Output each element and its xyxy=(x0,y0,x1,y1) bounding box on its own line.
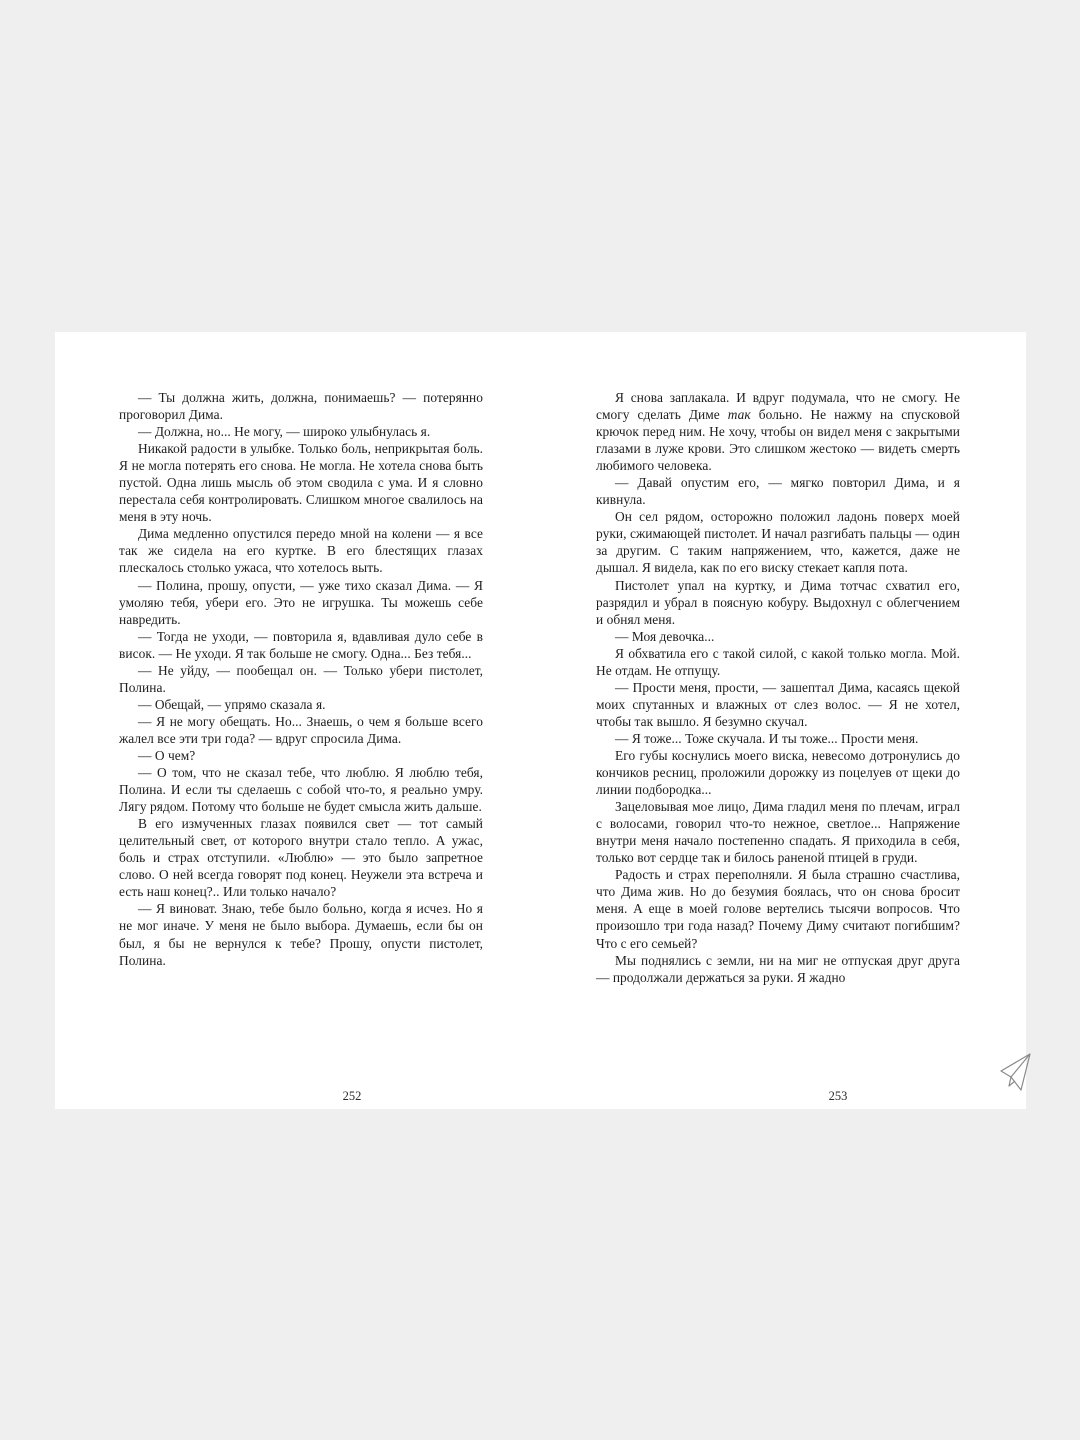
paragraph: — Тогда не уходи, — повторила я, вдавливая дуло себе в висок. — Не уходи. Я так больше не смогу. Одна... Без тебя... xyxy=(119,628,483,661)
right-page-text xyxy=(596,389,960,986)
paragraph: — О том, что не сказал тебе, что люблю. Я люблю тебя, Полина. И если ты сделаешь с собой что-то, я реально умру. Лягу рядом. Потому что больше не будет смысла жить дальше. xyxy=(119,765,483,815)
paragraph: — Полина, прошу, опусти, — уже тихо сказал Дима. — Я умоляю тебя, убери его. Это не игрушка. Ты можешь себе навредить. xyxy=(119,577,483,627)
paragraph: — Не уйду, — пообещал он. — Только убери пистолет, Полина. xyxy=(119,662,483,695)
page-number-right: 253 xyxy=(828,1089,848,1103)
book-spread xyxy=(55,332,1026,1109)
emphasis-text: так xyxy=(727,407,751,423)
paragraph: Он сел рядом, осторожно положил ладонь поверх моей руки, сжимающей пистолет. И начал разгибать пальцы — один за другим. С таким напряжением, что, кажется, даже не дышал. Я видела, как по его виску стекает капля пота. xyxy=(596,509,960,576)
paragraph: Никакой радости в улыбке. Только боль, неприкрытая боль. Я не могла потерять его снова. Не могла. Не хотела снова быть пустой. Одна лишь мысль об этом сводила с ума. И я словно перестала себя контролировать. Слишком многое свалилось на меня в эту ночь. xyxy=(119,441,483,525)
paragraph: — Я не могу обещать. Но... Знаешь, о чем я больше всего жалел все эти три года? — вдруг спросила Дима. xyxy=(119,713,483,746)
paragraph: Пистолет упал на куртку, и Дима тотчас схватил его, разрядил и убрал в поясную кобуру. Выдохнул с облегчением и обнял меня. xyxy=(596,577,960,627)
left-page-text xyxy=(119,389,483,969)
paragraph: — Должна, но... Не могу, — широко улыбнулась я. xyxy=(138,424,431,440)
paragraph: — О чем? xyxy=(138,747,196,763)
paragraph: — Ты должна жить, должна, понимаешь? — потерянно проговорил Дима. xyxy=(119,390,483,423)
paragraph: Его губы коснулись моего виска, невесомо дотронулись до кончиков ресниц, проложили дорожку из поцелуев от щеки до линии подбородка... xyxy=(596,747,960,798)
paragraph: — Моя девочка... xyxy=(615,628,715,644)
paragraph: — Прости меня, прости, — зашептал Дима, касаясь щекой моих спутанных и влажных от слез волос. — Я не хотел, чтобы так вышло. Я безумно скучал. xyxy=(596,679,960,729)
text-run: больно. Не нажму на спусковой крючок перед ним. Не хочу, чтобы он видел меня с закрытыми глазами в луже крови. Это слишком жестоко — видеть смерть любимого человека. xyxy=(596,407,960,474)
paragraph: — Я тоже... Тоже скучала. И ты тоже... Прости меня. xyxy=(615,730,919,746)
paragraph: В его измученных глазах появился свет — тот самый целительный свет, от которого внутри стало тепло. А ужас, боль и страх отступили. «Люблю» — это было запретное слово. О ней всегда говорят под конец. Неужели эта встреча и есть наш конец?.. Или только начало? xyxy=(119,816,483,900)
paragraph: — Я виноват. Знаю, тебе было больно, когда я исчез. Но я не мог иначе. У меня не было выбора. Думаешь, если бы он был, я бы не вернулся к тебе? Прошу, опусти пистолет, Полина. xyxy=(119,901,483,968)
paragraph: Зацеловывая мое лицо, Дима гладил меня по плечам, играл с волосами, говорил что-то нежное, светлое... Напряжение внутри меня начало постепенно спадать. Я приходила в себя, только вот сердце так и билось раненой птицей в груди. xyxy=(596,799,960,866)
paragraph: — Обещай, — упрямо сказала я. xyxy=(138,696,326,712)
paragraph: Мы поднялись с земли, ни на миг не отпуская друг друга — продолжали держаться за руки. Я жадно xyxy=(596,952,960,985)
paragraph: Дима медленно опустился передо мной на колени — я все так же сидела на его куртке. В его блестящих глазах плескалось столько ужаса, что хотелось выть. xyxy=(119,526,483,576)
paragraph: — Давай опустим его, — мягко повторил Дима, и я кивнула. xyxy=(596,475,960,508)
paragraph: Я обхватила его с такой силой, с какой только могла. Мой. Не отдам. Не отпущу. xyxy=(596,645,960,678)
paragraph xyxy=(596,389,960,474)
paragraph: Радость и страх переполняли. Я была страшно счастлива, что Дима жив. Но до безумия боялась, что он снова бросит меня. А еще в моей голове вертелись тысячи вопросов. Что произошло три года назад? Почему Диму считают погибшим? Что с его семьей? xyxy=(596,867,960,951)
page-number-left: 252 xyxy=(342,1089,362,1103)
paper-plane-icon xyxy=(998,1050,1032,1092)
text-run: Я снова заплакала. И вдруг подумала, что не смогу. Не смогу сделать Диме xyxy=(596,390,960,423)
